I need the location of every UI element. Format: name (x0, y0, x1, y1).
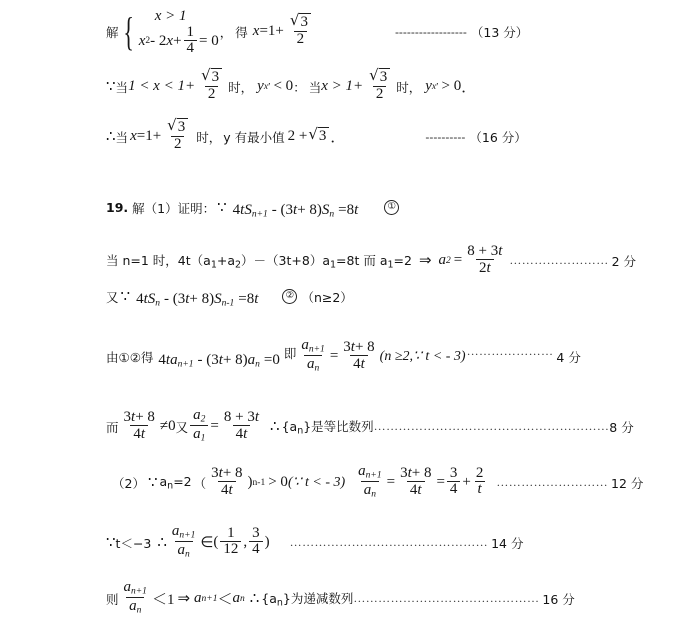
solution-line-11 (106, 580, 575, 618)
element-of-symbol: ∈ (200, 535, 214, 552)
numerator-sub: 2 (200, 414, 206, 425)
fraction-numerator (169, 523, 198, 541)
fraction-denominator (218, 481, 236, 498)
denominator-sub: n (185, 550, 190, 560)
equals-zero: =0 (263, 351, 280, 368)
interval-open: ( (213, 534, 219, 551)
fraction-denominator (233, 425, 251, 442)
equals-8t: =8 (338, 202, 355, 219)
fraction-numerator: 2 (475, 465, 484, 482)
shi-label-2: 时， (396, 79, 422, 95)
solution-line-2 (106, 66, 477, 103)
leader-dashes-2: ---------- (425, 129, 466, 144)
not-equal-zero: ≠0 (159, 418, 176, 435)
fraction-8plus3t-over-4t (221, 409, 262, 443)
an-term (160, 474, 192, 492)
a2-equals: = (453, 252, 463, 269)
greater-than-zero: > 0 (268, 474, 288, 491)
fraction-denominator (350, 355, 368, 372)
fraction-sqrt3-over-2-b (365, 66, 394, 102)
numerator-t: t (407, 465, 412, 482)
var-t: t (165, 351, 171, 368)
score-marker-14: 14 分 (491, 535, 524, 551)
sqrt-icon: √ 3 (308, 127, 329, 144)
coefficient-4: 4 (232, 202, 241, 219)
denominator-a: a (306, 356, 315, 373)
a-symbol: a (170, 351, 178, 368)
fraction-denominator: 2 (373, 86, 387, 102)
dang-label-2: 当 (308, 79, 322, 95)
sqrt-icon: √ 3 (201, 68, 222, 85)
a2-subscript: 2 (446, 255, 451, 266)
numerator-3: 3 (211, 465, 219, 482)
a2-sub: 2 (235, 259, 242, 271)
equals-8t: =8 (238, 291, 255, 308)
de-label: 得 (235, 24, 248, 40)
fraction-numerator (197, 66, 226, 86)
shi-label-1: 时， (228, 79, 254, 95)
fraction-a2-over-a1 (190, 407, 208, 445)
denominator-4: 4 (221, 482, 229, 499)
fraction-denominator: 12 (220, 541, 241, 557)
you-label: 又 (106, 289, 119, 305)
solution-line-6 (106, 287, 353, 309)
fraction-numerator (298, 337, 327, 355)
ze-label: 则 (106, 591, 119, 607)
fraction-denominator (190, 425, 208, 444)
a-symbol-2: a (247, 351, 256, 368)
solution-line-8 (106, 408, 634, 446)
denominator-4: 4 (235, 426, 244, 443)
set-sub: n (297, 425, 304, 437)
you-label: 又 (175, 419, 189, 435)
numerator-plus8: + 8 (222, 465, 243, 482)
dang-label: 当 (115, 129, 129, 145)
result-variable: x (252, 23, 260, 40)
solution-line-10 (106, 524, 523, 562)
fraction-denominator (361, 481, 379, 500)
numerator-t: t (498, 243, 503, 259)
exponent-n-minus-1: n-1 (252, 477, 266, 488)
fraction-numerator (121, 409, 158, 425)
min-value-expression: 2 + (287, 128, 308, 145)
fraction-denominator: 4 (249, 541, 263, 557)
y-prime-1-relation: < 0 (273, 78, 294, 95)
equation-marker-1: ① (384, 200, 399, 215)
numerator-t: t (218, 465, 223, 482)
denominator-4: 4 (409, 482, 418, 499)
denominator-sub: n (371, 490, 376, 500)
minus-term: - (3 (197, 351, 219, 368)
a2-symbol: a (438, 252, 447, 269)
leader-dots-11: ……………………………………… (353, 591, 540, 606)
trailing-dot: ． (330, 130, 346, 147)
system-equations (139, 6, 219, 58)
solution-line-7 (106, 338, 581, 376)
denominator-t: t (243, 426, 248, 443)
denominator-t: t (486, 260, 491, 277)
part-2-label: （2） (112, 475, 145, 491)
fraction-sqrt3-over-2-c (163, 116, 192, 152)
fraction-denominator (175, 541, 193, 560)
denominator-text: 2 (479, 260, 487, 277)
equals-8t-er: =8t 而 a (336, 252, 388, 268)
sqrt-radicand: 3 (318, 127, 330, 144)
a-subscript: n+1 (177, 359, 194, 370)
set-close-text: }是等比数列 (303, 419, 374, 435)
numerator-sub: n+1 (308, 344, 325, 355)
S-subscript-2: n (329, 209, 335, 220)
denominator-a: a (363, 482, 372, 499)
fraction-numerator (365, 66, 394, 86)
S-subscript: n+1 (251, 209, 268, 220)
y-prime-2: y (425, 78, 432, 95)
leader-dots-10: ………………………………………… (289, 535, 489, 550)
score-marker-13: （13 分） (470, 24, 529, 40)
left-paren: （ (193, 475, 207, 491)
interval-close: ) (264, 534, 270, 551)
equals-sign: = (329, 348, 339, 365)
denominator-t: t (417, 482, 422, 499)
plus-8: + 8) (222, 351, 248, 368)
fraction-denominator (130, 425, 148, 442)
set-open: {a (261, 591, 277, 607)
y-prime-2-sub: x (431, 81, 437, 92)
denominator-t: t (360, 356, 365, 373)
S-symbol-2: S (214, 291, 222, 308)
therefore-symbol: ∴ (106, 129, 116, 146)
solution-line-5 (106, 244, 636, 278)
a1-sub: 1 (210, 259, 217, 271)
fraction-denominator (126, 597, 144, 616)
denominator-a: a (177, 542, 185, 559)
numerator-sub: n+1 (179, 530, 196, 541)
S-symbol-2: S (321, 202, 330, 219)
variable-t3: t (354, 202, 359, 219)
implies-arrow: ⇒ (418, 253, 432, 270)
separator-colon: ： (293, 79, 306, 95)
decreasing-sequence-conclusion (261, 589, 353, 609)
comma-1: ， (219, 24, 233, 40)
equals-sign-2: = (436, 474, 445, 491)
fraction-numerator (464, 243, 505, 259)
sqrt-icon: √ 3 (167, 118, 188, 135)
score-marker-16: （16 分） (469, 129, 527, 145)
fraction-denominator (304, 355, 322, 374)
S-symbol: S (147, 291, 156, 308)
equals-sign: = (210, 418, 219, 435)
denominator-4: 4 (133, 426, 141, 443)
denominator-a: a (193, 426, 201, 443)
denominator-t: t (228, 482, 233, 499)
set-sub: n (276, 597, 283, 609)
question-19-header (106, 198, 399, 220)
min-value-label: y 有最小值 (223, 129, 285, 145)
fraction-denominator: 4 (447, 481, 461, 497)
prime-mark-2: ′ (436, 80, 439, 93)
fraction-sqrt3-over-2-a (197, 66, 226, 102)
S-subscript: n (155, 298, 160, 309)
therefore-symbol: ∴ (157, 535, 167, 552)
less-than-sign: ＜ (217, 592, 233, 609)
leader-dashes-1: ------------------ (394, 24, 467, 39)
minus-term: - (3 (271, 202, 294, 219)
numerator-a: a (123, 579, 132, 595)
numerator-t: t (254, 409, 260, 426)
denominator-4: 4 (353, 356, 361, 373)
because-symbol: ∵ (120, 289, 131, 305)
numerator-plus8: + 8 (354, 339, 375, 356)
fraction-denominator (476, 259, 494, 276)
fraction-denominator: 4 (184, 40, 198, 56)
y-prime-1: y (257, 78, 264, 95)
system-brace: { (122, 8, 134, 54)
numerator-a: a (193, 407, 201, 423)
result-equals: =1+ (259, 23, 284, 40)
numerator-a: a (301, 337, 309, 353)
variable-t2: t (293, 202, 298, 219)
ji-label: 即 (283, 345, 297, 361)
system-row2-exponent: 2 (145, 35, 151, 46)
less-than-one: ＜1 (151, 592, 175, 609)
geometric-sequence-conclusion (282, 417, 374, 437)
numerator-sub: n+1 (131, 586, 147, 597)
because-symbol: ∵ (147, 475, 158, 492)
t-less-than-neg3: t＜−3 (115, 535, 152, 551)
prime-mark-1: ′ (268, 80, 271, 93)
plus-sign: + (462, 474, 471, 491)
system-row2-minus: - 2 (150, 33, 167, 50)
var-t2: t (218, 351, 223, 368)
minus-group: ）－（3t+8）a (241, 252, 330, 268)
numerator-t: t (131, 409, 136, 426)
solve-label: 解 (106, 24, 119, 40)
t-condition: (∵ t < - 3) (287, 475, 346, 491)
fraction-denominator: 2 (294, 31, 308, 47)
fraction-numerator (340, 339, 377, 355)
fraction-numerator (163, 116, 192, 136)
denominator-sub: 1 (200, 434, 206, 444)
fraction-an1-over-an-b (355, 463, 384, 501)
because-symbol: ∵ (106, 535, 116, 552)
sqrt-radicand: 3 (177, 118, 189, 135)
case-prefix: 当 n=1 时，4t（a (106, 252, 211, 268)
score-marker-12: 12 分 (611, 475, 644, 491)
y-prime-2-relation: > 0 (441, 78, 462, 95)
fraction-two-over-t (473, 466, 487, 498)
numerator-sub: n+1 (365, 470, 382, 481)
numerator-3: 3 (400, 465, 408, 482)
prove-label: 解（1）证明： (132, 200, 216, 216)
numerator-t: t (350, 339, 355, 356)
sqrt-radicand: 3 (299, 13, 311, 30)
score-marker-4: 4 分 (556, 349, 581, 365)
equals-expression: =1+ (136, 128, 162, 145)
from-equations-label: 由①②得 (106, 349, 154, 365)
fraction-one-twelfth (220, 526, 241, 558)
variable-t3: t (254, 291, 259, 308)
right-paren: ) (247, 474, 253, 491)
sqrt-icon: √ 3 (369, 68, 390, 85)
plus-a: +a (216, 252, 235, 268)
fraction-numerator: 1 (186, 24, 195, 40)
set-open: {a (281, 419, 298, 435)
sqrt-radicand: 3 (211, 68, 223, 85)
therefore-symbol: ∴ (270, 419, 280, 436)
fraction-numerator (355, 463, 384, 481)
n-condition: （n≥2） (301, 289, 353, 305)
numerator-a: a (358, 463, 366, 479)
x-variable: x (130, 128, 137, 145)
denominator-sub: n (314, 364, 320, 374)
system-row2-x: x (138, 33, 146, 50)
fraction-denominator: t (475, 481, 485, 497)
equals-sign-1: = (386, 474, 396, 491)
fraction-numerator: 3 (252, 525, 260, 542)
variable-t2: t (185, 291, 190, 308)
score-marker-8: 8 分 (609, 419, 634, 435)
sqrt-radicand: 3 (379, 68, 391, 85)
fraction-numerator: 1 (227, 525, 235, 542)
a-n-sub: n (239, 593, 245, 604)
because-symbol: ∵ (217, 200, 227, 216)
system-row2-x2: x (166, 33, 174, 50)
variable-t: t (240, 202, 245, 219)
fraction-numerator (190, 407, 208, 425)
system-row1: x > 1 (154, 8, 187, 24)
equation-marker-2: ② (282, 289, 297, 304)
coef-4: 4 (158, 351, 166, 368)
system-row2-equals: = 0 (199, 33, 219, 50)
score-marker-16b: 16 分 (542, 591, 575, 607)
inequality-1: 1 < x < 1+ (128, 78, 196, 95)
interval-comma: , (243, 534, 248, 551)
fraction-3tplus8-over-4t-c (208, 465, 245, 499)
denominator-a: a (129, 598, 137, 615)
er-label: 而 (106, 419, 119, 435)
set-close-text: }为递减数列 (282, 591, 354, 607)
condition-parenthetical: (n ≥2,∵ t < - 3) (379, 349, 466, 365)
fraction-an1-over-an-c (169, 523, 198, 561)
numerator-text: 8 + 3 (467, 243, 499, 259)
fraction-an1-over-an (298, 337, 327, 375)
a-n-plus-1-sub: n+1 (201, 593, 218, 604)
fraction-3tplus8-over-4t-b (121, 409, 158, 443)
fraction-numerator (397, 465, 434, 481)
fraction-an1-over-an-d (121, 579, 150, 617)
plus-eight: + 8) (189, 291, 215, 308)
a-n-plus-1: a (194, 590, 202, 607)
a1-sub-3: 1 (387, 259, 394, 271)
fraction-3tplus8-over-4t-d (397, 465, 434, 499)
fraction-denominator: 2 (171, 136, 185, 152)
fraction-numerator (208, 465, 245, 481)
numerator-plus8: + 8 (135, 409, 155, 426)
therefore-symbol: ∴ (249, 591, 260, 608)
denominator-t: t (140, 426, 146, 443)
fraction-three-quarters-b (249, 526, 263, 558)
fraction-three-quarters (447, 466, 461, 498)
shi-label: 时， (196, 129, 222, 145)
minus-term: - (3 (163, 291, 186, 308)
because-symbol: ∵ (106, 79, 116, 96)
numerator-a: a (171, 523, 180, 539)
fraction-numerator (286, 11, 315, 31)
fraction-denominator: 2 (205, 86, 219, 102)
question-number: 19. (106, 200, 129, 215)
score-marker-2: 2 分 (611, 253, 637, 269)
a-subscript-2: n (255, 359, 260, 370)
numerator-3: 3 (123, 409, 132, 426)
implies-arrow: ⇒ (177, 591, 191, 608)
dang-label-1: 当 (115, 79, 129, 95)
leader-dots-9: ……………………… (496, 475, 608, 490)
plus-eight: + 8) (297, 202, 322, 219)
S-symbol: S (244, 202, 252, 219)
an-equals: =2 (173, 474, 192, 490)
fraction-numerator (121, 579, 150, 597)
leader-dots-8: ………………………………………………… (373, 419, 610, 434)
period-mark: ． (461, 80, 477, 97)
an-sub: n (167, 480, 174, 492)
numerator-plus8: + 8 (411, 465, 432, 482)
an-a: a (159, 474, 168, 490)
fraction-3tplus8-over-4t (340, 339, 377, 373)
y-prime-1-sub: x (263, 81, 269, 92)
variable-t: t (143, 291, 148, 308)
numerator-3: 3 (343, 339, 351, 356)
solution-line-9 (112, 464, 643, 502)
equals-2: =2 (393, 252, 412, 268)
sqrt-icon: √ 3 (290, 13, 311, 30)
fraction-numerator: 3 (449, 465, 458, 482)
leader-dots-5: …………………… (509, 253, 609, 268)
numerator-text: 8 + 3 (223, 409, 255, 426)
coefficient-4: 4 (136, 291, 144, 308)
leader-dots-7: ………………… (466, 344, 554, 359)
n-equals-1-case (106, 251, 412, 271)
solution-line-3 (106, 116, 527, 153)
inequality-2: x > 1+ (321, 78, 364, 95)
S-subscript-2: n-1 (221, 298, 235, 309)
solution-line-1 (106, 6, 528, 58)
fraction-numerator (221, 409, 262, 425)
fraction-denominator (407, 481, 425, 498)
fraction-one-quarter (184, 25, 198, 57)
system-row2-plus: + (173, 33, 182, 50)
a-n: a (232, 590, 240, 607)
fraction-sqrt3-over-2 (286, 11, 315, 48)
a1-sub-2: 1 (330, 259, 337, 271)
fraction-8plus3t-over-2t (464, 243, 505, 277)
denominator-sub: n (136, 606, 142, 616)
